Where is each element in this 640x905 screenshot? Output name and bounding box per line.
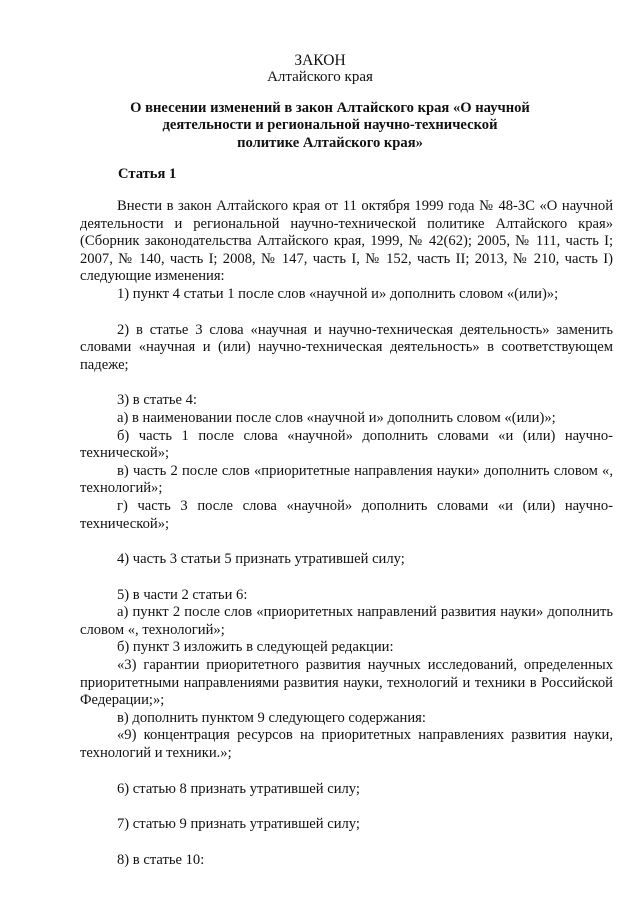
list-item: 5) в части 2 статьи 6: xyxy=(117,586,248,603)
spacer xyxy=(80,533,613,551)
list-subitem: б) часть 1 после слова «научной» дополнить словами «и (или) научно-технической»; xyxy=(80,427,613,462)
list-item: 3) в статье 4: xyxy=(117,392,197,409)
spacer xyxy=(80,304,613,322)
article-body xyxy=(80,198,613,869)
law-heading xyxy=(90,100,570,152)
quoted-text: «9) концентрация ресурсов на приоритетных направлениях развития науки, технологий и техники.»; xyxy=(80,727,613,762)
article-title: Статья 1 xyxy=(118,166,177,182)
list-subitem: а) пункт 2 после слов «приоритетных направлений развития науки» дополнить словом «, технологий»; xyxy=(80,604,613,638)
list-item: 1) пункт 4 статьи 1 после слов «научной и» дополнить словом «(или)»; xyxy=(117,285,559,302)
law-title: ЗАКОН xyxy=(294,52,346,69)
list-subitem: б) пункт 3 изложить в следующей редакции: xyxy=(117,639,394,656)
spacer xyxy=(80,569,613,587)
heading-line: деятельности и региональной научно-технической xyxy=(162,117,498,134)
spacer xyxy=(80,763,613,781)
list-subitem: а) в наименовании после слов «научной и» дополнить словом «(или)»; xyxy=(117,409,556,426)
spacer xyxy=(80,798,613,816)
list-item: 8) в статье 10: xyxy=(117,851,205,868)
spacer xyxy=(80,834,613,852)
law-subtitle: Алтайского края xyxy=(267,69,373,85)
list-item: 6) статью 8 признать утратившей силу; xyxy=(117,780,360,797)
list-subitem: г) часть 3 после слова «научной» дополнить словами «и (или) научно-технической»; xyxy=(80,497,613,532)
quoted-text: «3) гарантии приоритетного развития научных исследований, определенных приоритетными направлениями развития науки, технологий и техники в Российской Федерации;»; xyxy=(80,657,613,709)
heading-line: О внесении изменений в закон Алтайского края «О научной xyxy=(130,100,530,116)
list-item: 4) часть 3 статьи 5 признать утратившей силу; xyxy=(117,551,405,568)
list-item: 7) статью 9 признать утратившей силу; xyxy=(117,816,360,833)
spacer xyxy=(80,374,613,392)
list-subitem: в) дополнить пунктом 9 следующего содержания: xyxy=(117,709,426,726)
list-item: 2) в статье 3 слова «научная и научно-техническая деятельность» заменить словами «научная и (или) научно-техническая деятельность» в соответствующем падеже; xyxy=(80,321,613,373)
intro-paragraph: Внести в закон Алтайского края от 11 октября 1999 года № 48-ЗС «О научной деятельности и региональной научно-технической политике Алтайского края» (Сборник законодательства Алтайского края, 1999, № 42(62); 2005, № 111, часть I; 2007, № 140, часть I; 2008, № 147, часть I, № 152, часть II; 2013, № 210, часть I) следующие изменения: xyxy=(80,198,613,285)
heading-line: политике Алтайского края» xyxy=(237,134,423,151)
list-subitem: в) часть 2 после слов «приоритетные направления науки» дополнить словом «, технологий»; xyxy=(80,462,613,497)
